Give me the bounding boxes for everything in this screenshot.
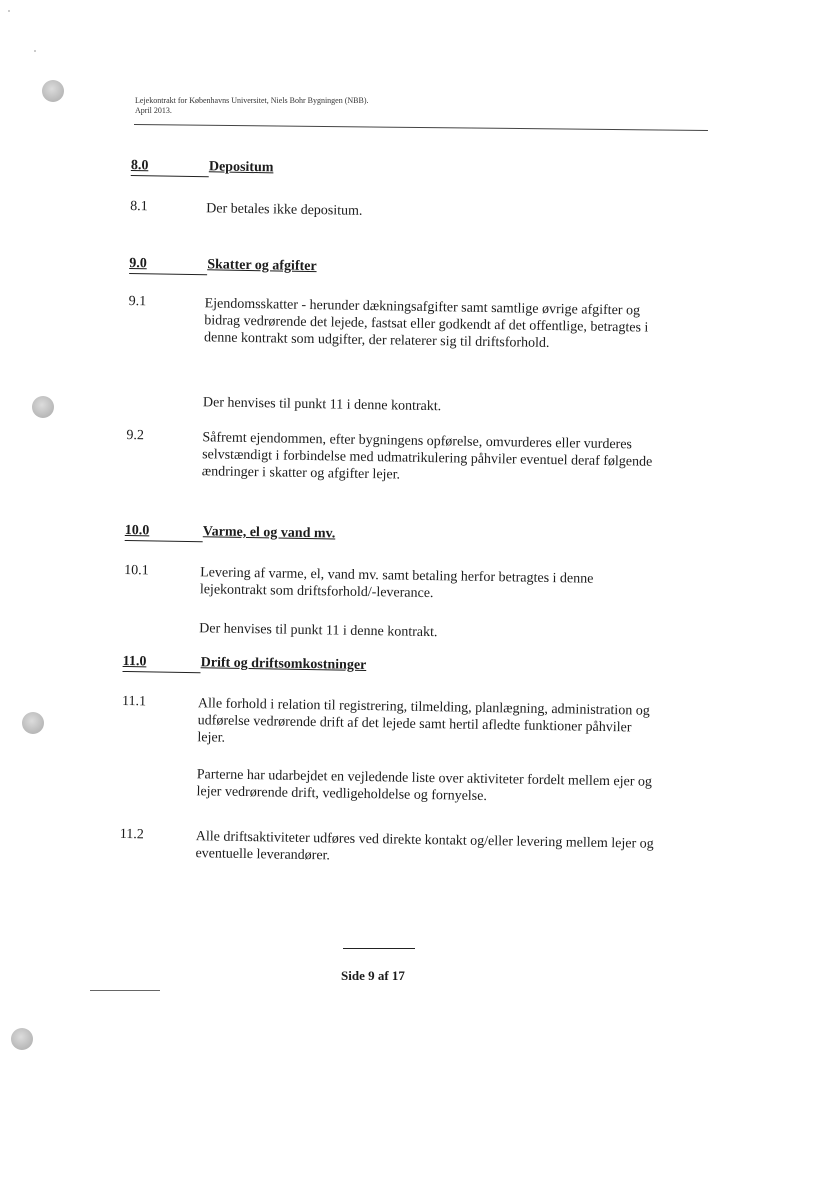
clause [119,827,655,870]
clause-text: Ejendomsskatter - herunder dækningsafgifter samt samtlige øvrige afgifter og bidrag vedrørende det lejede, fastsat eller godkendt af det offentlige, betragtes i denne kontrakt som udgifter, der relaterer sig til driftsforhold. [203,296,649,351]
clause-text: Alle driftsaktiviteter udføres ved direkte kontakt og/eller levering mellem lejer og eventuelle leverandører. [195,829,654,864]
section-title: Varme, el og vand mv. [202,524,336,542]
section-title: Skatter og afgifter [207,257,317,275]
section-title: Depositum [208,159,274,176]
clause-number: 8.1 [130,199,148,215]
header-title: Lejekontrakt for Københavns Universitet, Niels Bohr Bygningen (NBB). [135,96,369,105]
clause [126,428,663,488]
clause-text: Levering af varme, el, vand mv. samt betaling herfor betragtes i denne lejekontrakt som driftsforhold/-leverance. [199,565,594,602]
clause-number: 9.1 [128,293,147,310]
reference-note: Parterne har udarbejdet en vejledende liste over aktiviteter fordelt mellem ejer og lejer vedrørende drift, vedligeholdelse og fornyelse. [196,767,653,805]
clause [128,294,665,354]
section-heading [131,158,274,178]
section-number: 9.0 [129,256,207,275]
clause-number: 11.2 [119,826,144,843]
clause [124,563,660,606]
clause [121,694,658,754]
section-heading [123,654,367,676]
header-date: April 2013. [135,106,172,115]
reference-note: Der henvises til punkt 11 i denne kontrakt. [199,621,438,641]
clause-text: Der betales ikke depositum. [206,201,363,219]
clause [130,199,666,225]
clause-number: 9.2 [126,427,145,444]
section-number: 11.0 [123,654,201,673]
section-heading [129,256,317,277]
clause-text: Alle forhold i relation til registrering, tilmelding, planlægning, administration og udførelse vedrørende drift af det lejede samt hertil afledte funktioner påhviler lejer. [197,696,650,746]
clause-number: 11.1 [121,693,147,710]
stray-mark [90,990,160,991]
clause-text: Såfremt ejendommen, efter bygningens opførelse, omvurderes eller vurderes selvstændigt i forbindelse med udmatrikulering påhviler eventuel deraf følgende ændringer i skatter og afgifter lejer. [201,430,653,483]
section-heading [125,523,336,544]
reference-note: Der henvises til punkt 11 i denne kontrakt. [202,395,442,415]
section-number: 8.0 [131,158,209,177]
footer-rule [343,948,415,949]
clause-number: 10.1 [124,562,149,579]
page-number: Side 9 af 17 [341,968,405,983]
section-title: Drift og driftsomkostninger [200,655,367,673]
section-number: 10.0 [125,523,203,542]
